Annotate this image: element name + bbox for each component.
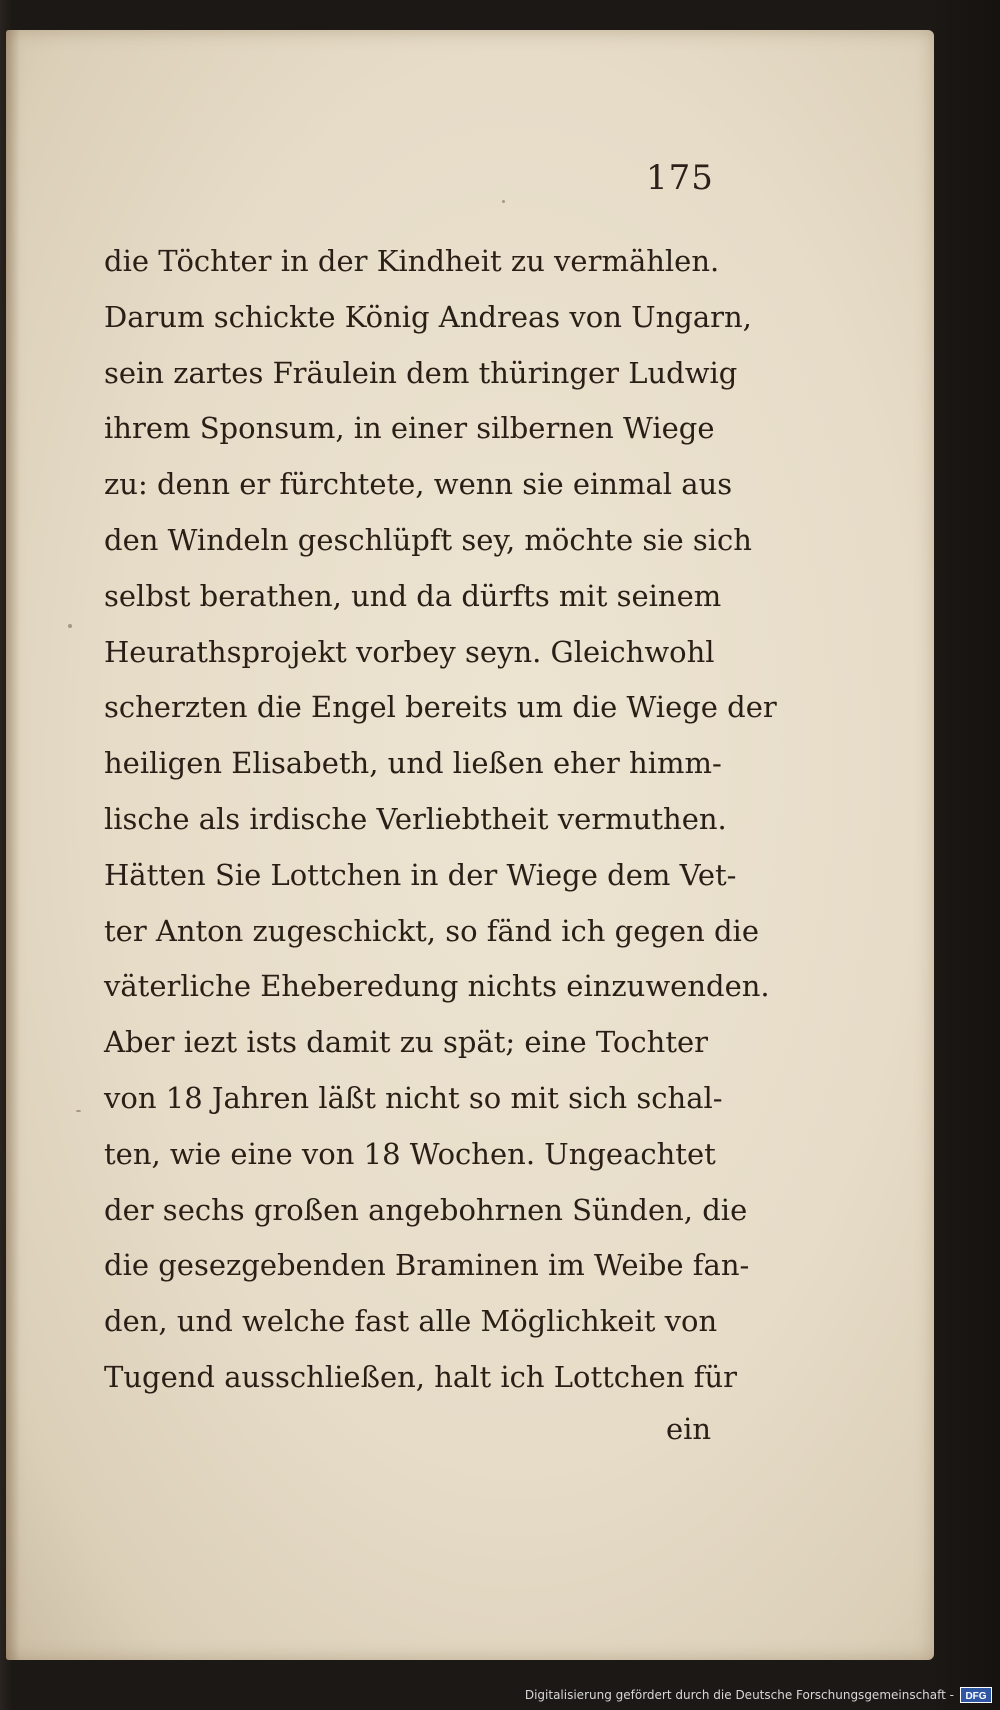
digitization-footer (525, 1684, 992, 1706)
text-line: lische als irdische Verliebtheit vermuthen. (104, 801, 727, 836)
paper-speck (76, 1110, 81, 1112)
text-line: Darum schickte König Andreas von Ungarn, (104, 299, 752, 334)
text-line: zu: denn er fürchtete, wenn sie einmal aus (104, 467, 733, 502)
text-line: selbst berathen, und da dürfts mit seinem (104, 578, 722, 613)
text-line: sein zartes Fräulein dem thüringer Ludwig (104, 355, 738, 390)
paper-speck (68, 624, 72, 628)
text-line: heiligen Elisabeth, und ließen eher himm- (104, 746, 722, 781)
text-line: die gesezgebenden Braminen im Weibe fan- (104, 1248, 750, 1283)
dfg-logo-icon (962, 1689, 990, 1701)
text-line: den, und welche fast alle Möglichkeit von (104, 1304, 718, 1339)
text-line: die Töchter in der Kindheit zu vermählen. (104, 244, 720, 278)
text-line: scherzten die Engel bereits um die Wiege der (104, 690, 777, 725)
body-text (104, 234, 777, 1406)
svg-text:DFG: DFG (965, 1691, 987, 1701)
paper-speck (502, 200, 505, 203)
text-line: von 18 Jahren läßt nicht so mit sich schal- (104, 1080, 723, 1115)
page-number: 175 (646, 158, 714, 198)
text-line: ter Anton zugeschickt, so fänd ich gegen die (104, 913, 759, 948)
text-line: ten, wie eine von 18 Wochen. Ungeachtet (104, 1136, 716, 1171)
text-line: Tugend ausschließen, halt ich Lottchen für (104, 1359, 738, 1394)
footer-credit: Digitalisierung gefördert durch die Deutsche Forschungsgemeinschaft - (524, 1688, 954, 1702)
text-line: Hätten Sie Lottchen in der Wiege dem Vet- (104, 857, 737, 892)
page-edge-shadow (6, 30, 20, 1660)
catchword: ein (666, 1412, 712, 1446)
dfg-logo (960, 1687, 992, 1703)
text-line: der sechs großen angebohrnen Sünden, die (104, 1192, 748, 1227)
text-line: den Windeln geschlüpft sey, möchte sie sich (104, 522, 752, 557)
text-line: ihrem Sponsum, in einer silbernen Wiege (104, 411, 715, 446)
book-page (6, 30, 934, 1660)
text-line: Heurathsprojekt vorbey seyn. Gleichwohl (104, 634, 715, 669)
text-line: Aber iezt ists damit zu spät; eine Tochter (104, 1025, 708, 1060)
text-line: väterliche Eheberedung nichts einzuwenden. (104, 969, 770, 1004)
